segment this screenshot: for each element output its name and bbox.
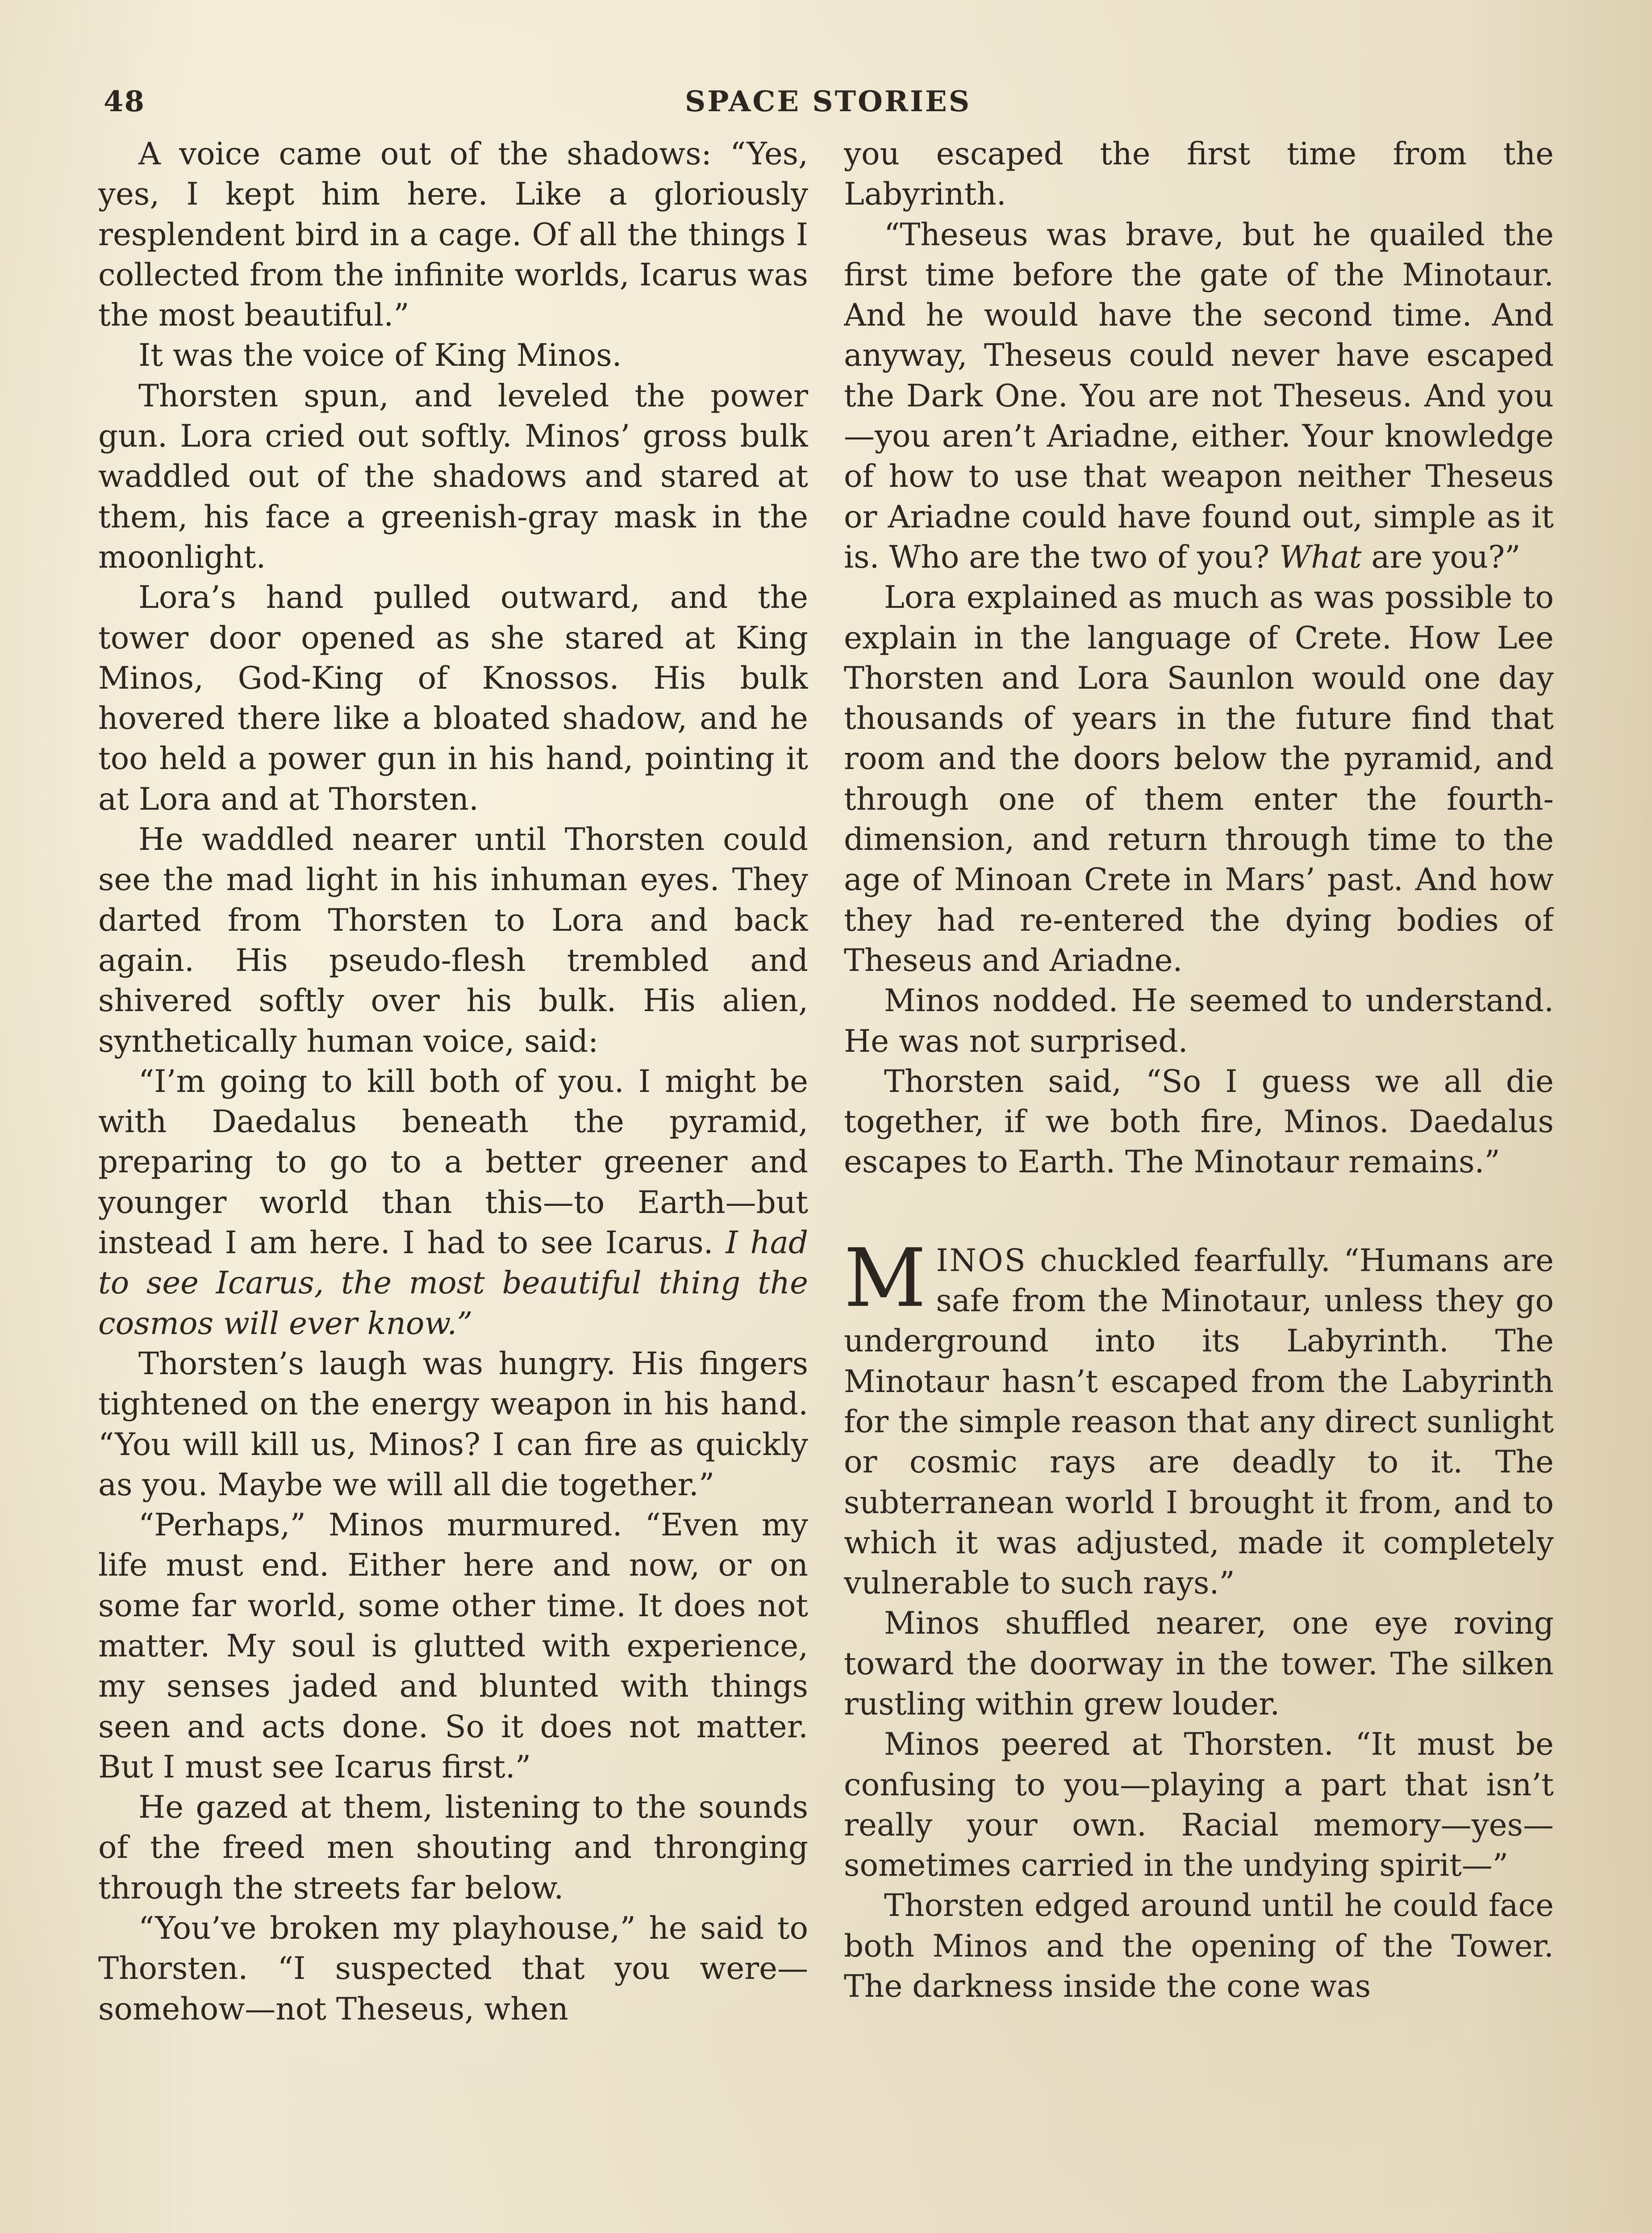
- italic-text: I had to see Icarus, the most beautiful thing the cosmos will ever know.”: [98, 1225, 808, 1342]
- paragraph: Thorsten said, “So I guess we all die together, if we both fire, Minos. Daedalus escapes to Earth. The Minotaur remains.”: [844, 1063, 1554, 1180]
- paragraph-text: are you?”: [1371, 539, 1521, 575]
- italic-text: What: [1279, 539, 1362, 575]
- page-number: 48: [104, 85, 146, 118]
- paragraph: He waddled nearer until Thorsten could see the mad light in his inhuman eyes. They darted from Thorsten to Lora and back again. His pseudo-flesh trembled and shivered softly over his bulk. His alien, synthetically human voice, said:: [98, 822, 808, 1059]
- paragraph: “Perhaps,” Minos murmured. “Even my life must end. Either here and now, or on some far world, some other time. It does not matter. My soul is glutted with experience, my senses jaded and blunted with things seen and acts done. So it does not matter. But I must see Icarus first.”: [98, 1507, 808, 1785]
- paragraph: Thorsten’s laugh was hungry. His fingers tightened on the energy weapon in his hand. “You will kill us, Minos? I can fire as quickly as you. Maybe we will all die together.”: [98, 1346, 808, 1503]
- paragraph: Lora’s hand pulled outward, and the tower door opened as she stared at King Minos, God-King of Knossos. His bulk hovered there like a bloated shadow, and he too held a power gun in his hand, pointing it at Lora and at Thorsten.: [98, 580, 808, 817]
- paragraph-text: chuckled fearfully. “Humans are safe from the Minotaur, unless they go underground into its Labyrinth. The Minotaur hasn’t escaped from the Labyrinth for the simple reason that any direct sunlight or cosmic rays are deadly to it. The subterranean world I brought it from, and to which it was adjusted, made it completely vulnerable to such rays.”: [844, 1242, 1554, 1602]
- paragraph: A voice came out of the shadows: “Yes, yes, I kept him here. Like a gloriously resplendent bird in a cage. Of all the things I collected from the infinite worlds, Icarus was the most beautiful.”: [98, 136, 808, 334]
- paragraph: It was the voice of King Minos.: [138, 338, 622, 374]
- drop-cap: M: [844, 1231, 926, 1325]
- paragraph: Lora explained as much as was possible to explain in the language of Crete. How Lee Thorsten and Lora Saunlon would one day thousands of years in the future find that room and the doors below the pyramid, and through one of them enter the fourth-dimension, and return through time to the age of Minoan Crete in Mars’ past. And how they had re-entered the dying bodies of Theseus and Ariadne.: [844, 580, 1554, 979]
- dropcap-paragraph: [844, 1231, 1554, 1604]
- magazine-title: SPACE STORIES: [684, 85, 972, 118]
- left-column: [98, 134, 808, 2233]
- paragraph: [98, 1062, 808, 1344]
- paragraph: you escaped the first time from the Labyrinth.: [844, 136, 1554, 213]
- right-column: [844, 134, 1554, 2233]
- paragraph: Thorsten spun, and leveled the power gun. Lora cried out softly. Minos’ gross bulk waddled out of the shadows and stared at them, his face a greenish-gray mask in the moonlight.: [98, 378, 808, 575]
- small-caps-text: INOS: [936, 1242, 1027, 1279]
- paragraph: Thorsten edged around until he could face both Minos and the opening of the Tower. The darkness inside the cone was: [844, 1888, 1554, 2005]
- paragraph: Minos nodded. He seemed to understand. He was not surprised.: [844, 983, 1554, 1059]
- paragraph: “You’ve broken my playhouse,” he said to Thorsten. “I suspected that you were—somehow—not Theseus, when: [98, 1911, 808, 2027]
- paragraph: Minos shuffled nearer, one eye roving toward the doorway in the tower. The silken rustling within grew louder.: [844, 1606, 1554, 1722]
- paragraph: Minos peered at Thorsten. “It must be confusing to you—playing a part that isn’t really your own. Racial memory—yes—sometimes carried in the undying spirit—”: [844, 1727, 1554, 1884]
- page-header: [104, 85, 1552, 125]
- paragraph: [844, 215, 1554, 578]
- paragraph: He gazed at them, listening to the sounds of the freed men shouting and thronging through the streets far below.: [98, 1790, 808, 1906]
- paragraph-text: “Theseus was brave, but he quailed the first time before the gate of the Minotaur. And he would have the second time. And anyway, Theseus could never have escaped the Dark One. You are not Theseus. And you—you aren’t Ariadne, either. Your knowledge of how to use that weapon neither Theseus or Ariadne could have found out, simple as it is. Who are the two of you?: [844, 217, 1554, 575]
- paragraph-text: “I’m going to kill both of you. I might be with Daedalus beneath the pyramid, preparing to go to a better greener and younger world than this—to Earth—but instead I am here. I had to see Icarus.: [98, 1063, 808, 1261]
